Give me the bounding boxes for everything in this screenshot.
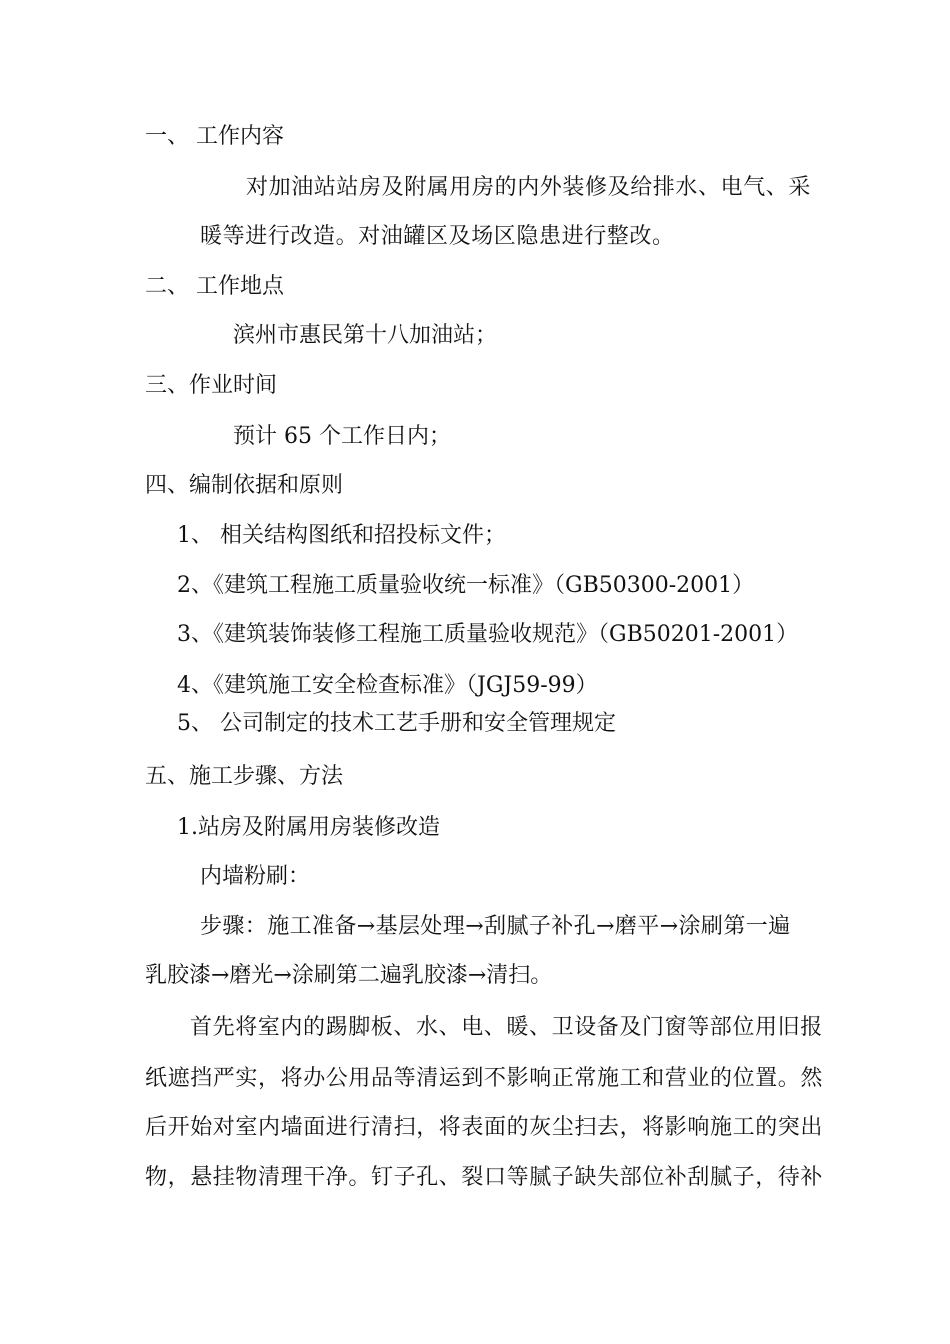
section-1-paragraph-line-2: 暖等进行改造。对油罐区及场区隐患进行整改。 [200, 224, 675, 249]
paragraph-line: 后开始对室内墙面进行清扫，将表面的灰尘扫去，将影响施工的突出 [145, 1115, 824, 1140]
steps-line-2: 乳胶漆→磨光→涂刷第二遍乳胶漆→清扫。 [145, 963, 553, 988]
section-4-item: 4、《建筑施工安全检查标准》（JGJ59-99） [177, 673, 598, 698]
section-4-item: 5、 公司制定的技术工艺手册和安全管理规定 [177, 711, 616, 736]
section-4-item: 1、 相关结构图纸和招投标文件； [177, 523, 506, 548]
section-5-subheading: 1.站房及附属用房装修改造 [177, 815, 440, 840]
section-5-subtitle: 内墙粉刷： [200, 864, 311, 889]
section-5-heading: 五、施工步骤、方法 [145, 764, 344, 789]
section-1-heading: 一、 工作内容 [145, 124, 284, 149]
paragraph-line: 纸遮挡严实，将办公用品等清运到不影响正常施工和营业的位置。然 [145, 1066, 824, 1091]
section-4-item: 2、《建筑工程施工质量验收统一标准》（GB50300-2001） [177, 573, 755, 598]
paragraph-line: 首先将室内的踢脚板、水、电、暖、卫设备及门窗等部位用旧报 [190, 1015, 823, 1040]
section-2-heading: 二、 工作地点 [145, 274, 284, 299]
section-1-paragraph-line-1: 对加油站站房及附属用房的内外装修及给排水、电气、采 [246, 175, 812, 200]
section-4-item: 3、《建筑装饰装修工程施工质量验收规范》（GB50201-2001） [177, 622, 799, 647]
steps-line-1: 步骤：施工准备→基层处理→刮腻子补孔→磨平→涂刷第一遍 [200, 914, 791, 939]
section-3-text: 预计 65 个工作日内； [233, 424, 451, 449]
paragraph-line: 物，悬挂物清理干净。钉子孔、裂口等腻子缺失部位补刮腻子，待补 [145, 1165, 824, 1190]
section-3-heading: 三、作业时间 [145, 373, 278, 398]
section-4-heading: 四、编制依据和原则 [145, 473, 344, 498]
section-2-text: 滨州市惠民第十八加油站； [233, 323, 498, 348]
